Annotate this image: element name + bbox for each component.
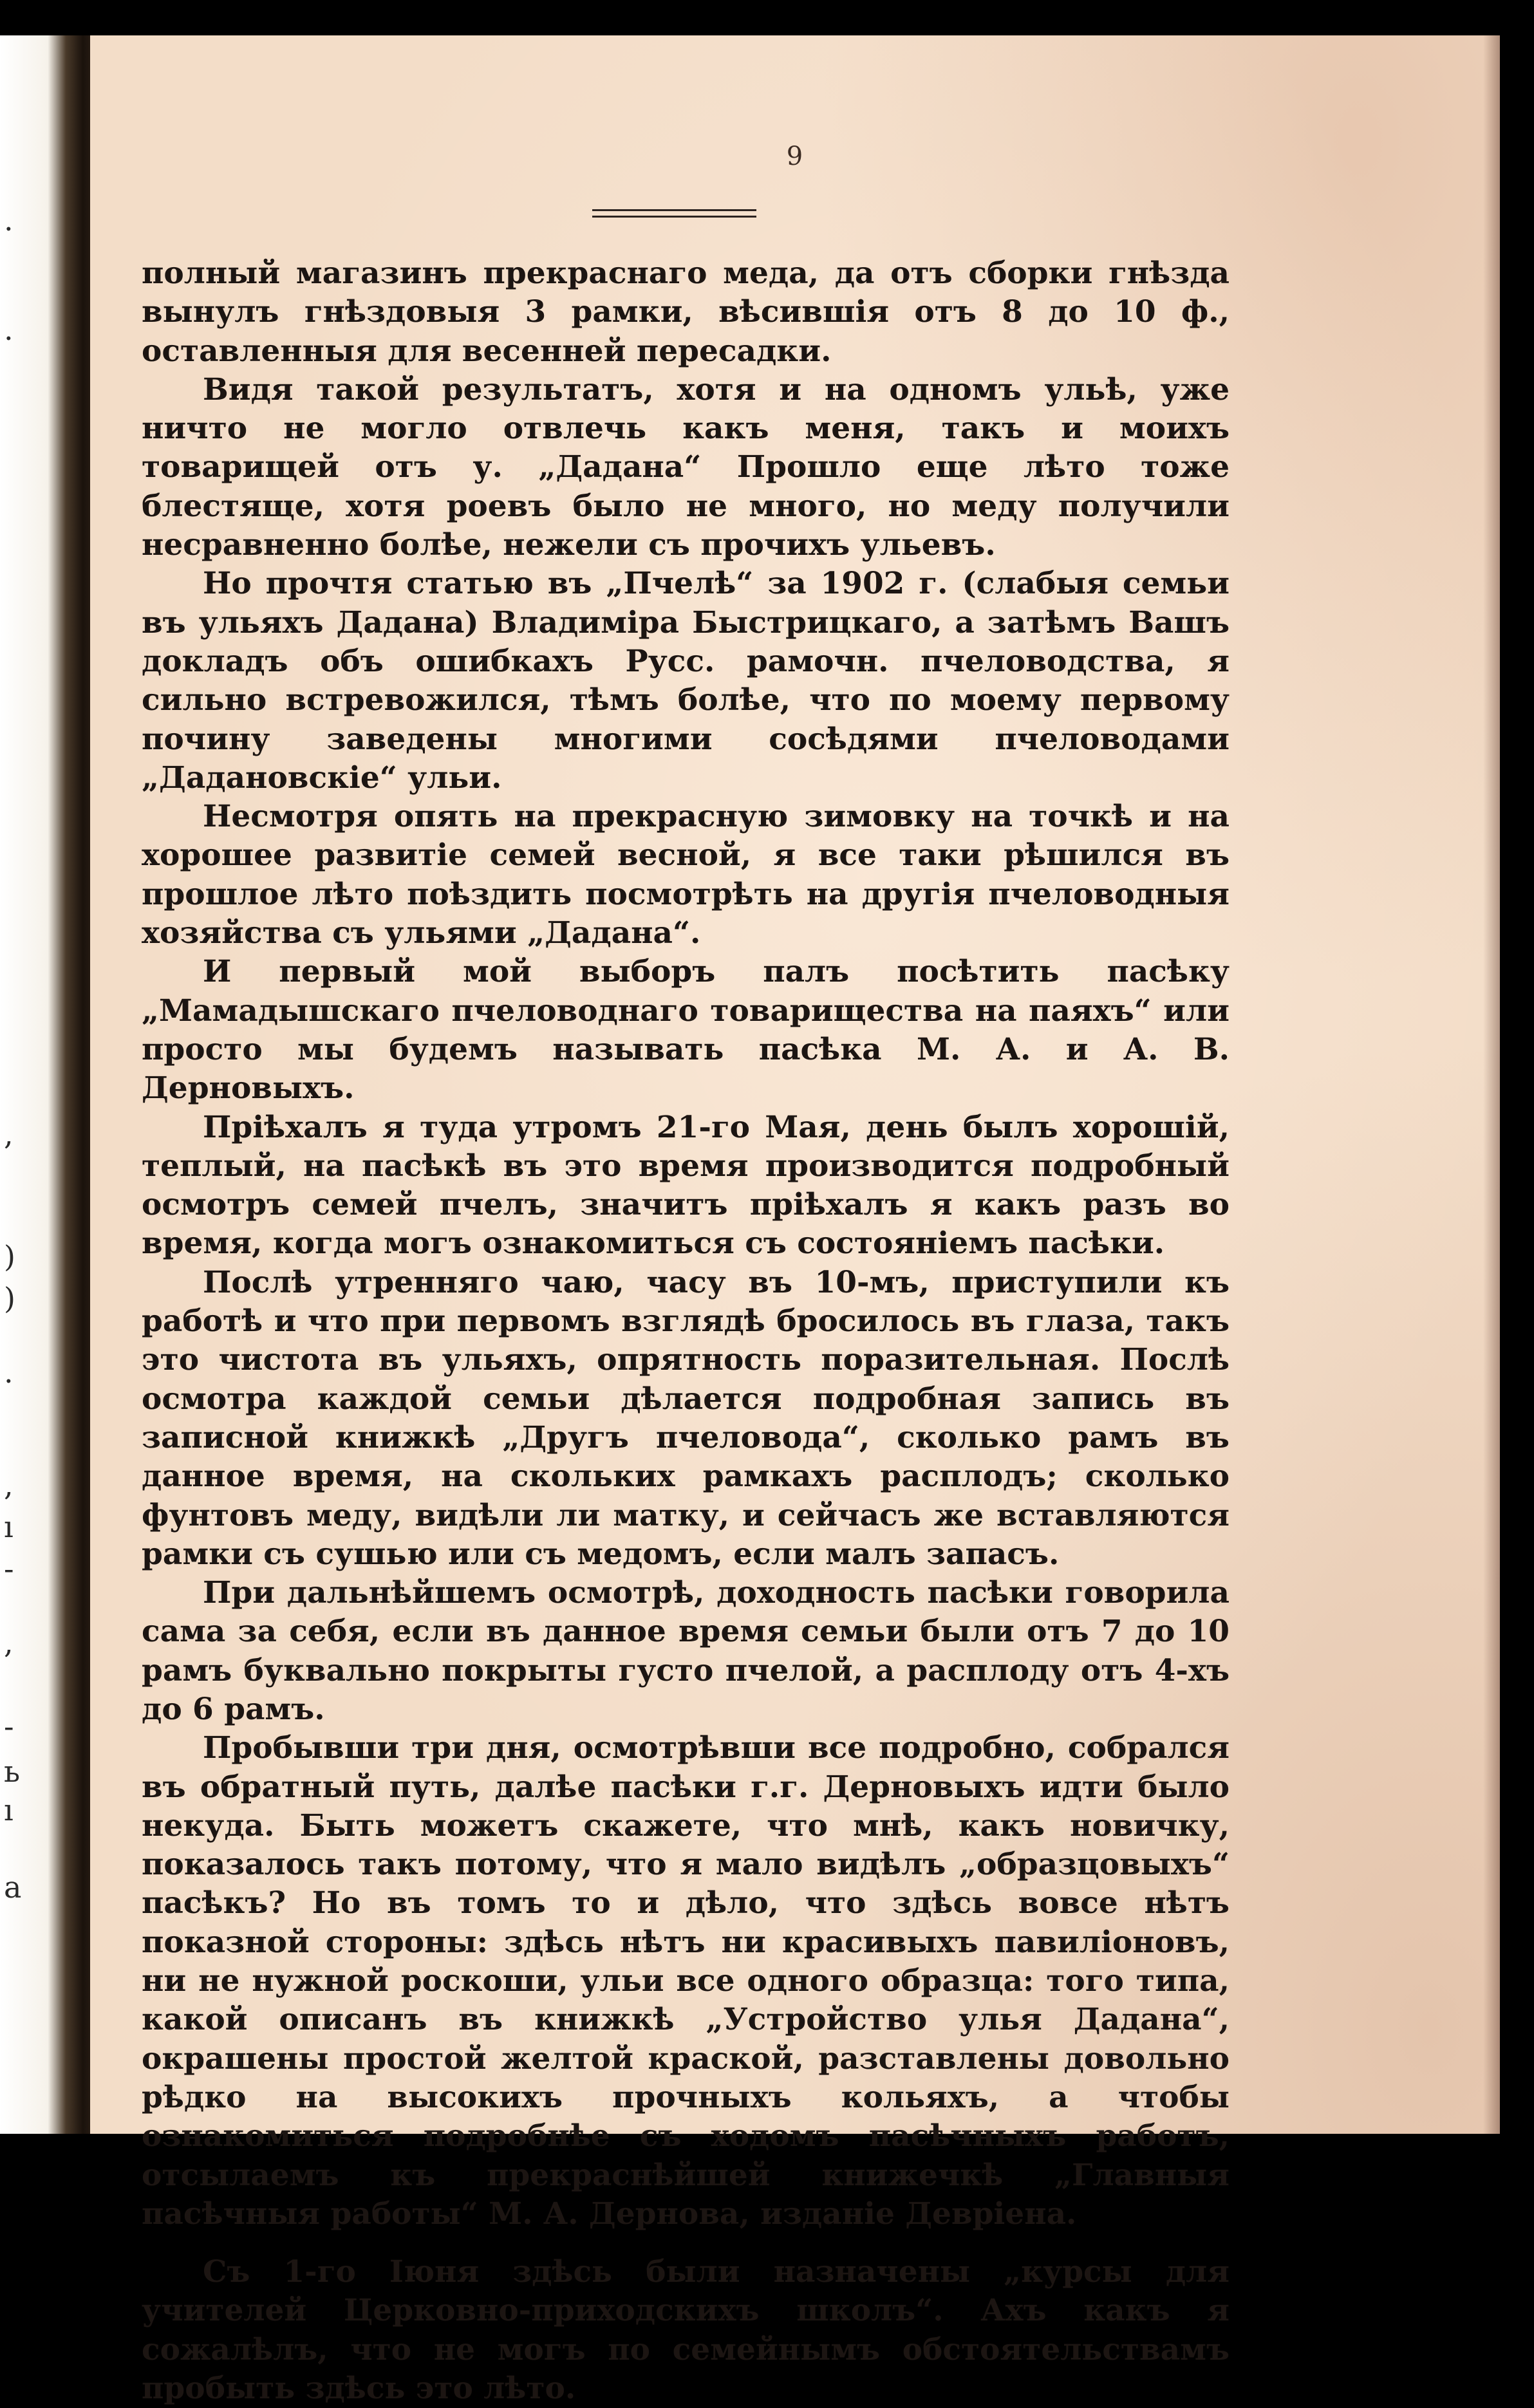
paragraph: При дальнѣйшемъ осмотрѣ, доходность пасѣки говорила сама за себя, если въ данное время семьи были отъ 7 до 10 рамъ буквально покрыты густо пчелой, а расплоду отъ 4-хъ до 6 рамъ. [142, 1575, 1230, 1727]
gutter-mark: ı [4, 1793, 14, 1827]
gutter-mark: - [4, 1551, 14, 1586]
gutter-mark: ь [4, 1754, 21, 1789]
paragraph: полный магазинъ прекраснаго меда, да отъ сборки гнѣзда вынулъ гнѣздовыя 3 рамки, вѣсившія отъ 8 до 10 ф., оставленныя для весенней пересадки. [142, 256, 1230, 369]
gutter-mark: - [4, 1709, 14, 1744]
paragraph: Несмотря опять на прекрасную зимовку на точкѣ и на хорошее развитіе семей весной, я все таки рѣшился въ прошлое лѣто поѣздить посмотрѣть на другія пчеловодныя хозяйства съ ульями „Дадана“. [142, 799, 1230, 951]
gutter-mark: ı [4, 1509, 14, 1544]
page-shadow [1483, 35, 1500, 2134]
gutter-mark: , [4, 1625, 14, 1660]
gutter-mark: , [4, 1468, 14, 1502]
page-sheet [90, 35, 1500, 2407]
paragraph: И первый мой выборъ палъ посѣтить пасѣку „Мамадышскаго пчеловоднаго товарищества на паяхъ“ или просто мы будемъ называть пасѣка М. А. и А. В. Дерновыхъ. [142, 954, 1230, 1106]
gutter-mark: . [4, 203, 14, 238]
page-number: 9 [786, 142, 804, 171]
body-text [142, 254, 1230, 2408]
gutter-mark: . [4, 312, 14, 347]
gutter-mark: а [4, 1870, 22, 1905]
gutter-mark: . [4, 1355, 14, 1390]
paragraph: Пріѣхалъ я туда утромъ 21-го Мая, день былъ хорошій, теплый, на пасѣкѣ въ это время производится подробный осмотръ семей пчелъ, значитъ пріѣхалъ я какъ разъ во время, когда могъ ознакомиться съ состояніемъ пасѣки. [142, 1109, 1230, 1262]
header-rule [592, 216, 756, 218]
gutter-mark: , [4, 1117, 14, 1152]
paragraph: Видя такой результатъ, хотя и на одномъ ульѣ, уже ничто не могло отвлечь какъ меня, такъ и моихъ товарищей отъ у. „Дадана“ Прошло еще лѣто тоже блестяще, хотя роевъ было не много, но меду получили несравненно болѣе, нежели съ прочихъ ульевъ. [142, 371, 1230, 563]
paragraph: Но прочтя статью въ „Пчелѣ“ за 1902 г. (слабыя семьи въ ульяхъ Дадана) Владиміра Быстрицкаго, а затѣмъ Вашъ докладъ объ ошибкахъ Русс. рамочн. пчеловодства, я сильно встревожился, тѣмъ болѣе, что по моему первому почину заведены многими сосѣдями пчеловодами „Дадановскіе“ ульи. [142, 566, 1230, 796]
gutter-mark: ) [4, 1239, 15, 1274]
paragraph: Послѣ утренняго чаю, часу въ 10-мъ, приступили къ работѣ и что при первомъ взглядѣ бросилось въ глаза, такъ это чистота въ ульяхъ, опрятность поразительная. Послѣ осмотра каждой семьи дѣлается подробная запись въ записной книжкѣ „Другъ пчеловода“, сколько рамъ въ данное время, на скольких рамкахъ расплодъ; сколько фунтовъ меду, видѣли ли матку, и сейчасъ же вставляются рамки съ сушью или съ медомъ, если малъ запасъ. [142, 1264, 1230, 1572]
paragraph: Съ 1-го Іюня здѣсь были назначены „курсы для учителей Церковно-приходскихъ школъ“. Ахъ какъ я сожалѣлъ, что не могъ по семейнымъ обстоятельствамъ пробыть здѣсь это лѣто. [142, 2254, 1230, 2407]
paragraph: Пробывши три дня, осмотрѣвши все подробно, собрался въ обратный путь, далѣе пасѣки г.г. Дерновыхъ идти было некуда. Быть можетъ скажете, что мнѣ, какъ новичку, показалось такъ потому, что я мало видѣлъ „образцовыхъ“ пасѣкъ? Но въ томъ то и дѣло, что здѣсь вовсе нѣтъ показной стороны: здѣсь нѣтъ ни красивыхъ павиліоновъ, ни не нужной роскоши, ульи все одного образца: того типа, какой описанъ въ книжкѣ „Устройство улья Дадана“, окрашены простой желтой краской, разставлены довольно рѣдко на высокихъ прочныхъ кольяхъ, а чтобы ознакомиться подробнѣе съ ходомъ пасѣчныхъ работъ, отсылаемъ къ прекраснѣйшей книжечкѣ „Главныя пасѣчныя работы“ М. А. Дернова, изданіе Девріена. [142, 1730, 1230, 2232]
header-rule [592, 209, 756, 211]
previous-page-margin [4, 35, 42, 2134]
gutter-mark: ) [4, 1281, 15, 1316]
